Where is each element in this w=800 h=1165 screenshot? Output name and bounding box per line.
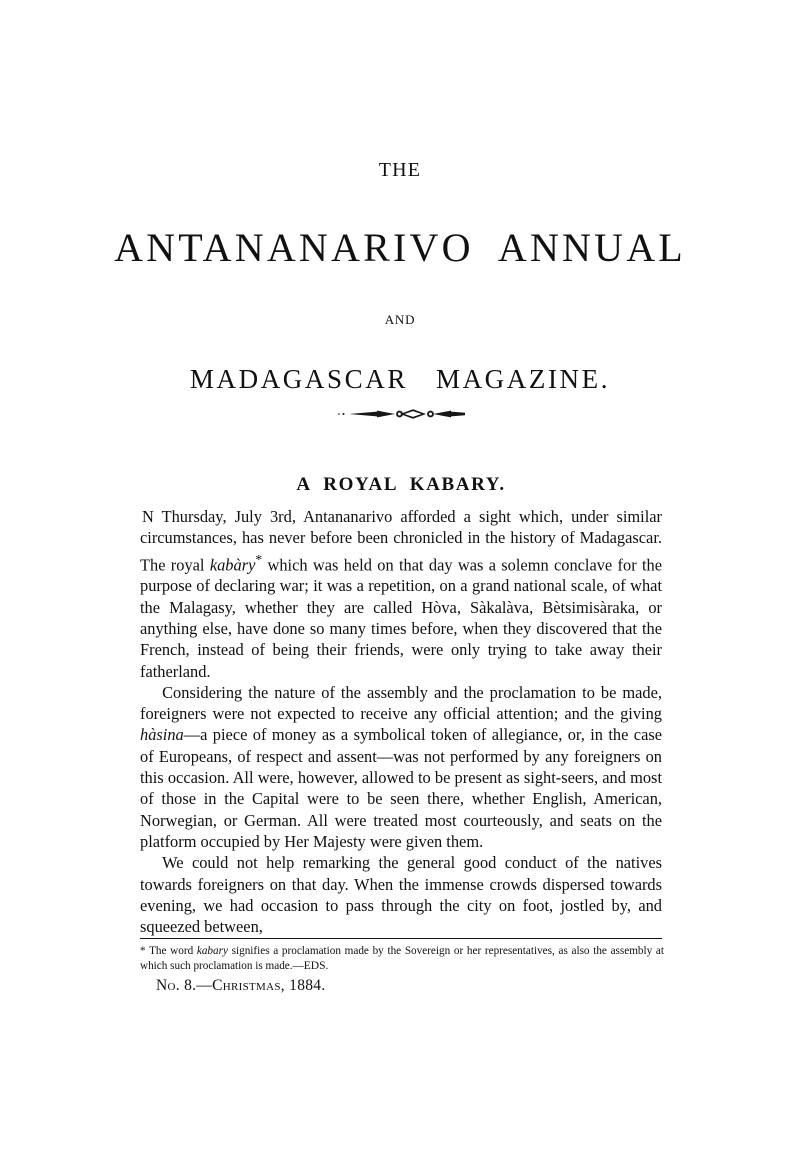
masthead-and: AND	[384, 312, 416, 327]
paragraph-3-text: We could not help remarking the general good conduct of the natives towards foreigners on that day. When the immense crowds dispersed towards evening, we had occasion to pass through the city on foot, jostled by, and squeezed between,	[140, 853, 662, 937]
article-heading: A ROYAL KABARY.	[296, 474, 506, 495]
article-body	[140, 506, 662, 937]
paragraph-3	[140, 852, 662, 937]
issue-line	[140, 977, 662, 995]
paragraph-2-text-b: —a piece of money as a symbolical token of allegiance, or, in the case of Europeans, of respect and assent—was not performed by any foreigners on this occasion. All were, however, allowed to be present as sight-seers, and most of those in the Capital were to be seen there, whether English, American, Norwegian, or German. All were treated most courteously, and seats on the platform occupied by Her Majesty were given them.	[140, 725, 662, 851]
masthead-subtitle: MADAGASCAR MAGAZINE.	[189, 364, 611, 394]
paragraph-1	[140, 506, 662, 682]
issue-number-rest: o. 8.—	[167, 977, 213, 994]
issue-season: Christmas	[212, 977, 281, 994]
footnote-italic-kabary: kabary	[196, 945, 228, 957]
diamond-rule-ornament-icon	[0, 405, 800, 423]
issue-separator: ,	[280, 977, 290, 994]
footnote-text-b: signifies a proclamation made by the Sovereign or her representatives, as also the assembly at which such proclamation is made.—	[140, 945, 664, 972]
paragraph-2-text-a: Considering the nature of the assembly and the proclamation to be made, foreigners were not expected to receive any official attention; and the giving	[140, 682, 662, 724]
paragraph-2-italic-hasina: hàsina	[140, 725, 184, 745]
footnote	[140, 944, 664, 973]
paragraph-1-text-b: which was held on that day was a solemn conclave for the purpose of declaring war; it was a repetition, on a grand national scale, of what the Malagasy, whether they are called Hòva, Sàkalàva, Bètsimisàraka, or anything else, have done so many times before, when they discovered that the French, instead of being their friends, were only trying to take away their fatherland.	[140, 555, 663, 681]
article	[140, 474, 662, 937]
footnote-signature: EDS.	[303, 959, 329, 972]
footnote-divider	[140, 938, 662, 939]
paragraph-1-text-a: N Thursday, July 3rd, Antananarivo afforded a sight which, under similar circumstances, has never before been chronicled in the history of Madagascar. The royal	[140, 507, 662, 575]
footnote-marker-ref: *	[255, 551, 263, 567]
issue-number-initial: N	[156, 977, 168, 994]
paragraph-2	[140, 682, 662, 852]
masthead-title: ANTANANARIVO ANNUAL	[114, 225, 686, 270]
footnote-text-a: The word	[145, 945, 197, 957]
paragraph-1-italic-kabary: kabàry	[209, 555, 256, 575]
issue-year: 1884.	[289, 977, 326, 994]
masthead-the: THE	[378, 159, 422, 181]
footnote-marker: *	[140, 945, 146, 957]
masthead	[70, 160, 730, 393]
